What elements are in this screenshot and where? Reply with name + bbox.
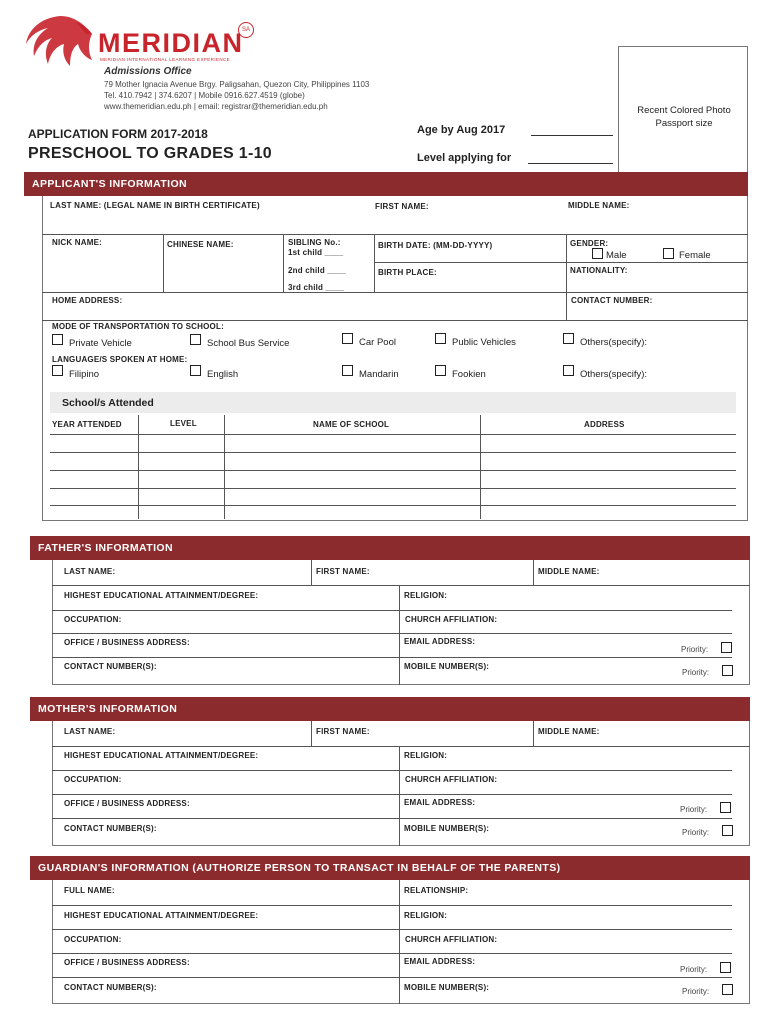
father-email-priority-checkbox[interactable] [721, 642, 732, 653]
level-field[interactable] [528, 163, 613, 164]
mother-email: EMAIL ADDRESS: [404, 798, 476, 807]
transport-private-checkbox[interactable] [52, 334, 63, 345]
transport-public-checkbox[interactable] [435, 333, 446, 344]
schools-col-name: NAME OF SCHOOL [313, 420, 390, 429]
mother-mobile-priority-checkbox[interactable] [722, 825, 733, 836]
language-mandarin-label: Mandarin [359, 369, 399, 380]
father-email-priority: Priority: [681, 645, 709, 654]
schools-attended-header [50, 392, 736, 413]
applicant-birth-date: BIRTH DATE: (MM-DD-YYYY) [378, 241, 493, 250]
mother-education: HIGHEST EDUCATIONAL ATTAINMENT/DEGREE: [64, 751, 259, 760]
father-mobile: MOBILE NUMBER(S): [404, 662, 490, 671]
schools-col-address: ADDRESS [584, 420, 625, 429]
language-filipino-label: Filipino [69, 369, 100, 380]
transport-public-label: Public Vehicles [452, 337, 516, 348]
father-mobile-priority: Priority: [682, 668, 710, 677]
guardian-religion: RELIGION: [404, 911, 448, 920]
transport-bus-label: School Bus Service [207, 338, 290, 349]
language-others-checkbox[interactable] [563, 365, 574, 376]
school-web: www.themeridian.edu.ph | email: registrar@themeridian.edu.ph [104, 102, 328, 111]
applicant-last-name: LAST NAME: (LEGAL NAME IN BIRTH CERTIFICATE) [50, 201, 260, 210]
transport-others-label: Others(specify): [580, 337, 648, 348]
mother-office-address: OFFICE / BUSINESS ADDRESS: [64, 799, 190, 808]
father-last-name: LAST NAME: [64, 567, 116, 576]
guardian-email: EMAIL ADDRESS: [404, 957, 476, 966]
level-label: Level applying for [417, 152, 512, 164]
gender-label: GENDER: [570, 239, 609, 248]
sibling-first: 1st child ____ [288, 248, 344, 257]
logo-text: MERIDIAN [98, 28, 244, 58]
guardian-mobile-priority-checkbox[interactable] [722, 984, 733, 995]
language-mandarin-checkbox[interactable] [342, 365, 353, 376]
photo-caption-2: Passport size [655, 118, 713, 129]
mother-occupation: OCCUPATION: [64, 775, 122, 784]
sibling-second: 2nd child ____ [288, 266, 346, 275]
age-field[interactable] [531, 135, 613, 136]
language-filipino-checkbox[interactable] [52, 365, 63, 376]
age-label: Age by Aug 2017 [417, 124, 506, 136]
guardian-full-name: FULL NAME: [64, 886, 115, 895]
transport-bus-checkbox[interactable] [190, 334, 201, 345]
language-fookien-checkbox[interactable] [435, 365, 446, 376]
transport-carpool-label: Car Pool [359, 337, 396, 348]
guardian-relationship: RELATIONSHIP: [404, 886, 469, 895]
mother-religion: RELIGION: [404, 751, 448, 760]
language-english-label: English [207, 369, 239, 380]
transport-carpool-checkbox[interactable] [342, 333, 353, 344]
mother-email-priority: Priority: [680, 805, 708, 814]
schools-attended-title: School/s Attended [62, 397, 154, 409]
language-fookien-label: Fookien [452, 369, 486, 380]
logo [20, 12, 260, 70]
mother-first-name: FIRST NAME: [316, 727, 370, 736]
mother-section-header: MOTHER'S INFORMATION [30, 697, 750, 721]
office-title: Admissions Office [104, 66, 192, 77]
father-religion: RELIGION: [404, 591, 448, 600]
main-title: PRESCHOOL TO GRADES 1-10 [28, 145, 272, 162]
applicant-chinese-name: CHINESE NAME: [167, 240, 234, 249]
gender-male-label: Male [606, 250, 627, 261]
guardian-mobile: MOBILE NUMBER(S): [404, 983, 490, 992]
guardian-occupation: OCCUPATION: [64, 935, 122, 944]
schools-col-level: LEVEL [170, 419, 197, 428]
mother-email-priority-checkbox[interactable] [720, 802, 731, 813]
table-row[interactable] [50, 505, 736, 506]
table-row[interactable] [50, 470, 736, 471]
father-email: EMAIL ADDRESS: [404, 637, 476, 646]
guardian-contact: CONTACT NUMBER(S): [64, 983, 157, 992]
mother-middle-name: MIDDLE NAME: [538, 727, 600, 736]
applicant-birth-place: BIRTH PLACE: [378, 268, 437, 277]
father-mobile-priority-checkbox[interactable] [722, 665, 733, 676]
guardian-office-address: OFFICE / BUSINESS ADDRESS: [64, 958, 190, 967]
school-tel: Tel. 410.7942 | 374.6207 | Mobile 0916.627.4519 (globe) [104, 91, 305, 100]
language-others-label: Others(specify): [580, 369, 648, 380]
photo-caption-1: Recent Colored Photo [637, 105, 731, 116]
transport-others-checkbox[interactable] [563, 333, 574, 344]
language-label: LANGUAGE/S SPOKEN AT HOME: [52, 355, 188, 364]
school-address: 79 Mother Ignacia Avenue Brgy. Paligsahan, Quezon City, Philippines 1103 [104, 80, 370, 89]
father-first-name: FIRST NAME: [316, 567, 370, 576]
logo-tagline: MERIDIAN INTERNATIONAL LEARNING EXPERIENCE [100, 57, 231, 62]
father-occupation: OCCUPATION: [64, 615, 122, 624]
guardian-education: HIGHEST EDUCATIONAL ATTAINMENT/DEGREE: [64, 911, 259, 920]
gender-female-checkbox[interactable] [663, 248, 674, 259]
lion-mane-icon [20, 12, 100, 70]
mother-last-name: LAST NAME: [64, 727, 116, 736]
language-english-checkbox[interactable] [190, 365, 201, 376]
gender-female-label: Female [679, 250, 711, 261]
table-row[interactable] [50, 488, 736, 489]
applicant-nationality: NATIONALITY: [570, 266, 628, 275]
guardian-section-header: GUARDIAN'S INFORMATION (AUTHORIZE PERSON TO TRANSACT IN BEHALF OF THE PARENTS) [30, 856, 750, 880]
mother-contact: CONTACT NUMBER(S): [64, 824, 157, 833]
father-church: CHURCH AFFILIATION: [405, 615, 498, 624]
logo-badge: SA [238, 22, 254, 38]
schools-table [50, 415, 736, 519]
guardian-mobile-priority: Priority: [682, 987, 710, 996]
mother-church: CHURCH AFFILIATION: [405, 775, 498, 784]
transport-private-label: Private Vehicle [69, 338, 132, 349]
applicant-first-name: FIRST NAME: [375, 202, 429, 211]
guardian-email-priority-checkbox[interactable] [720, 962, 731, 973]
guardian-email-priority: Priority: [680, 965, 708, 974]
transport-label: MODE OF TRANSPORTATION TO SCHOOL: [52, 322, 224, 331]
mother-mobile-priority: Priority: [682, 828, 710, 837]
father-middle-name: MIDDLE NAME: [538, 567, 600, 576]
gender-male-checkbox[interactable] [592, 248, 603, 259]
table-row[interactable] [50, 452, 736, 453]
applicant-contact-number: CONTACT NUMBER: [571, 296, 653, 305]
mother-mobile: MOBILE NUMBER(S): [404, 824, 490, 833]
applicant-nick-name: NICK NAME: [52, 238, 102, 247]
sibling-label: SIBLING No.: [288, 238, 341, 247]
applicant-section-header: APPLICANT'S INFORMATION [24, 172, 748, 196]
guardian-church: CHURCH AFFILIATION: [405, 935, 498, 944]
schools-col-year: YEAR ATTENDED [52, 420, 122, 429]
applicant-home-address: HOME ADDRESS: [52, 296, 123, 305]
applicant-middle-name: MIDDLE NAME: [568, 201, 630, 210]
sibling-third: 3rd child ____ [288, 283, 345, 292]
father-education: HIGHEST EDUCATIONAL ATTAINMENT/DEGREE: [64, 591, 259, 600]
father-office-address: OFFICE / BUSINESS ADDRESS: [64, 638, 190, 647]
father-section-header: FATHER'S INFORMATION [30, 536, 750, 560]
father-contact: CONTACT NUMBER(S): [64, 662, 157, 671]
form-title: APPLICATION FORM 2017-2018 [28, 127, 208, 141]
